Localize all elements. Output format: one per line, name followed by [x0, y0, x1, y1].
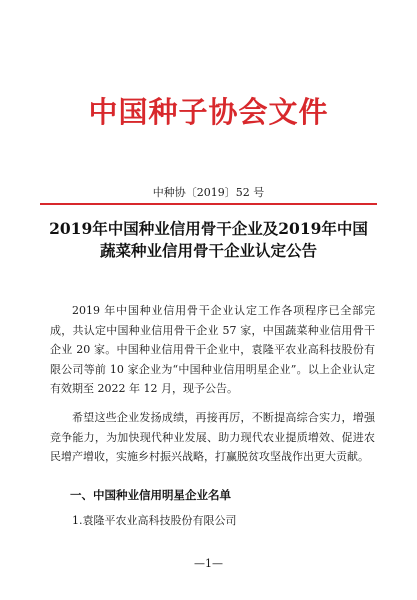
title-line-2: 蔬菜种业信用骨干企业认定公告	[99, 241, 317, 260]
org-header-title: 中国种子协会文件	[88, 95, 329, 129]
red-divider-line	[40, 203, 377, 205]
page-number: —1—	[194, 557, 223, 570]
announcement-title	[30, 218, 387, 262]
title-line-1: 2019年中国种业信用骨干企业及2019年中国	[49, 219, 368, 238]
body-paragraph-2: 希望这些企业发扬成绩，再接再厉，不断提高综合实力，增强竞争能力，为加快现代种业发展、助力现代农业提质增效、促进农民增产增收，实施乡村振兴战略，打赢脱贫攻坚战作出更大贡献。	[50, 411, 375, 463]
list-item-1: 1.袁隆平农业高科技股份有限公司	[72, 514, 237, 527]
section-heading-1: 一、中国种业信用明星企业名单	[70, 488, 231, 502]
body-paragraph-1: 2019 年中国种业信用骨干企业认定工作各项程序已全部完成，共认定中国种业信用骨干企业 57 家，中国蔬菜种业信用骨干企业 20 家。中国种业信用骨干企业中，袁隆平农业高科技股份有限公司等前 10 家企业为“中国种业信用明星企业”。以上企业认定有效期至 2022 年 12 月，现予公告。	[50, 304, 375, 395]
document-number: 中种协〔2019〕52 号	[152, 186, 265, 199]
